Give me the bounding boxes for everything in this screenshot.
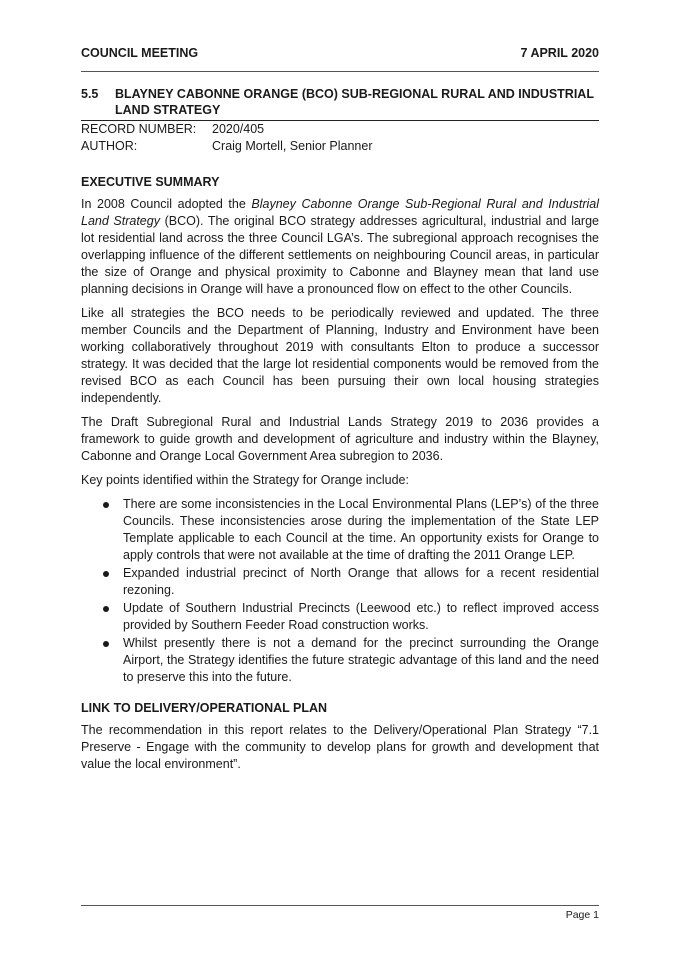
list-item (81, 635, 599, 686)
record-number-label: RECORD NUMBER: (81, 122, 197, 136)
item-number: 5.5 (81, 87, 99, 101)
strategy-title: Blayney Cabonne Orange Sub-Regional Rural and Industrial Land Strategy (81, 197, 599, 228)
footer-divider (81, 905, 599, 906)
header-divider (81, 71, 599, 72)
author-value: Craig Mortell, Senior Planner (212, 139, 373, 153)
list-item-text: There are some inconsistencies in the Local Environmental Plans (LEP’s) of the three Councils. These inconsistencies arose during the implementation of the State LEP Template applicable to each Council at the time. An opportunity exists for Orange to apply controls that were not available at the time of drafting the 2011 Orange LEP. (123, 497, 599, 562)
item-title: BLAYNEY CABONNE ORANGE (BCO) SUB-REGIONAL RURAL AND INDUSTRIAL LAND STRATEGY (115, 87, 594, 117)
summary-paragraph-1 (81, 196, 599, 298)
page-number: Page 1 (565, 909, 599, 921)
report-body (81, 174, 599, 780)
executive-summary-heading: EXECUTIVE SUMMARY (81, 175, 220, 189)
record-number-row (81, 121, 599, 138)
agenda-item-heading (81, 86, 599, 118)
link-plan-heading: LINK TO DELIVERY/OPERATIONAL PLAN (81, 701, 328, 715)
meeting-title: COUNCIL MEETING (81, 46, 199, 60)
list-item-text: Update of Southern Industrial Precincts (Leewood etc.) to reflect improved access provided by Southern Feeder Road construction works. (123, 601, 599, 632)
key-points-list (81, 496, 599, 686)
author-row (81, 138, 599, 155)
bullet-icon (103, 502, 109, 508)
summary-paragraph-2: Like all strategies the BCO needs to be periodically reviewed and updated. The three member Councils and the Department of Planning, Industry and Environment have been working collaboratively throughout 2019 with consultants Elton to produce a successor strategy. It was decided that the large lot residential components would be removed from the revised BCO as each Council has been pursuing their own local housing strategies independently. (81, 306, 599, 405)
list-item (81, 565, 599, 599)
summary-paragraph-4: Key points identified within the Strategy for Orange include: (81, 473, 409, 487)
page-header (81, 46, 599, 60)
summary-p1-rest: (BCO). The original BCO strategy addresses agricultural, industrial and large lot residential land across the three Council LGA’s. The subregional approach recognises the overlapping influence of the different settlements on neighbouring Council areas, in particular the size of Orange and physical proximity to Cabonne and Blayney mean that land use planning decisions in Orange will have a pronounced flow on effect to the other Councils. (81, 214, 599, 296)
list-item (81, 600, 599, 634)
author-label: AUTHOR: (81, 139, 138, 153)
summary-p1-intro: In 2008 Council adopted the (81, 197, 252, 211)
list-item-text: Expanded industrial precinct of North Orange that allows for a recent residential rezoning. (123, 566, 599, 597)
bullet-icon (103, 641, 109, 647)
list-item-text: Whilst presently there is not a demand for the precinct surrounding the Orange Airport, the Strategy identifies the future strategic advantage of this land and the need to preserve this into the future. (123, 636, 599, 684)
bullet-icon (103, 606, 109, 612)
summary-paragraph-3: The Draft Subregional Rural and Industrial Lands Strategy 2019 to 2036 provides a framework to guide growth and development of agriculture and industry within the Blayney, Cabonne and Orange Local Government Area subregion to 2036. (81, 415, 599, 463)
list-item (81, 496, 599, 564)
link-plan-paragraph: The recommendation in this report relates to the Delivery/Operational Plan Strategy “7.1 Preserve - Engage with the community to develop plans for growth and development that value the local environment”. (81, 723, 599, 771)
meeting-date: 7 APRIL 2020 (520, 46, 599, 60)
bullet-icon (103, 571, 109, 577)
record-meta (81, 121, 599, 155)
record-number-value: 2020/405 (212, 122, 265, 136)
